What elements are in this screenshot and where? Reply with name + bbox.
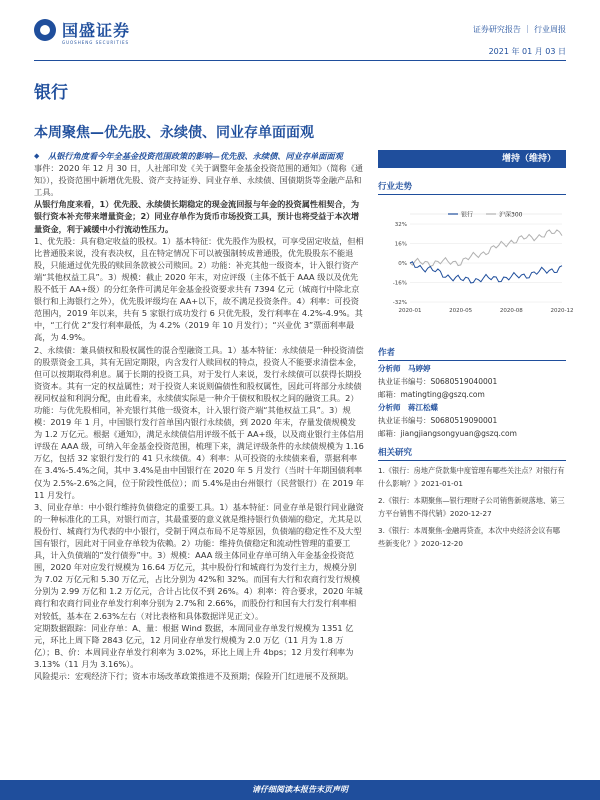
y-tick-label: -16% bbox=[392, 280, 407, 287]
legend-label-bank: 银行 bbox=[461, 211, 474, 219]
footer-disclaimer: 请仔细阅读本报告末页声明 bbox=[0, 780, 600, 800]
event-paragraph: 事件：2020 年 12 月 30 日，人社部印发《关于调整年金基金投资范围的通知》（简称《通知》），投资范围中新增优先股、资产支持证券、同业存单、永续债、国债期货等金融产品和工具。 bbox=[34, 163, 363, 198]
legend bbox=[448, 211, 523, 219]
x-tick-label: 2020-05 bbox=[449, 308, 473, 314]
risk-paragraph: 风险提示：宏观经济下行；资本市场改革政策推进不及预期；保险开门红进展不及预期。 bbox=[34, 671, 354, 682]
related-item[interactable]: 1.《银行：房地产贷款集中度管理有哪些关注点？对银行有什么影响？》2021-01-01 bbox=[378, 466, 565, 488]
trend-divider bbox=[378, 194, 566, 195]
header-divider bbox=[34, 60, 566, 61]
series-line-hs300 bbox=[410, 230, 562, 267]
report-type: 证券研究报告 ｜ 行业周报 bbox=[472, 25, 566, 34]
author-1-email: 邮箱：matingting@gszq.com bbox=[378, 390, 485, 399]
y-tick-label: 0% bbox=[398, 261, 407, 267]
related-research-list bbox=[378, 464, 566, 554]
author-2-cert: 执业证书编号：S0680519090001 bbox=[378, 416, 498, 425]
x-tick-label: 2020-12 bbox=[550, 308, 574, 314]
bank-view-paragraph: 从银行角度来看，1）优先股、永续债长期稳定的现金流回报与年金的投资属性相契合，为银行资本补充带来增量资金；2）同业存单作为货币市场投资工具，预计也将受益于本次增量资金，利于减缓中小行流动性压力。 bbox=[34, 199, 360, 234]
y-tick-label: 32% bbox=[394, 222, 407, 228]
trend-section-title: 行业走势 bbox=[378, 182, 413, 192]
y-tick-label: 16% bbox=[394, 241, 407, 248]
trend-chart bbox=[378, 206, 574, 318]
report-date: 2021 年 01 月 03 日 bbox=[488, 47, 566, 56]
related-item[interactable]: 2.《银行：本期聚焦—银行理财子公司销售新规落地、第三方平台销售不得代销》2020-12-27 bbox=[378, 496, 565, 518]
related-item[interactable]: 3.《银行：本周聚焦-金融再贷查，本次中央经济会议有哪些新变化？》2020-12-20 bbox=[378, 526, 560, 548]
author-info bbox=[378, 362, 517, 440]
summary-bullet: ◆ 从银行角度看今年全基金投资范围政策的影响—优先股、永续债、同业存单面面观 bbox=[34, 150, 364, 162]
brand-name: 国盛证券 bbox=[62, 21, 131, 40]
data-tracking-paragraph: 定期数据跟踪：同业存单：A、量：根据 Wind 数据，本周同业存单发行规模为 1351 亿元，环比上周下降 2843 亿元，12 月同业存单发行规模为 2.0 万亿（11 月为 1.8 万亿）；B、价：本周同业存单发行利率为 3.02%，环比上周上升 4bps；12 月发行利率为 3.13%（11 月为 3.16%）。 bbox=[34, 622, 354, 669]
interbank-cd-paragraph: 3、同业存单：中小银行维持负债稳定的重要工具。1）基本特征：同业存单是银行同业融资的一种标准化的工具，对银行而言，其最重要的意义就是维持银行负债端的稳定，尤其是以股份行、城商行为代表的中小银行，受制于网点布局不足等原因，负债端的稳定性不及大型国有银行，因此对于同业存单较为依赖。2）功能：维持负债稳定和流动性管理的重要工具，计入负债端的“发行债券”中。3）规模：AAA 级主体同业存单可纳入年金基金投资范围，2020 年对应发行规模为 16.64 万亿元，其中股份行和城商行为发行主力，规模分别为 7.02 万亿元和 5.30 万亿元，占比分别为 42%和 32%。而国有大行和农商行发行规模分别为 2.99 万亿和 1.2 万亿元，合计占比仅不到 26%。4）利率：符合要求，2020 年城商行和农商行同业存单发行利率分别为 2.7%和 2.66%，而股份行和国有大行发行利率相对较低，基本在 2.63%左右（对比表格和具体数据详见正文）。 bbox=[34, 501, 364, 621]
author-1-cert: 执业证书编号：S0680519040001 bbox=[378, 377, 498, 386]
report-body bbox=[34, 150, 364, 682]
x-tick-label: 2020-08 bbox=[499, 308, 523, 314]
legend-label-hs300: 沪深300 bbox=[499, 211, 523, 219]
brand-logo bbox=[34, 18, 130, 41]
perpetual-bond-paragraph: 2、永续债：兼具债权和股权属性的混合型融资工具。1）基本特征：永续债是一种投资清偿的股票资金工具，其有无固定期限，内含发行人赎回权的特点，投资人不能要求清偿本金，但可以按期取得利息。属于长期的投资工具，对于发行人来说，发行永续债可以获得长期投资资本。其有一定的权益属性；对于投资人来说则偏债性和股权属性，因此可将部分永续债视同权益和利润分配，由此看来，永续债实际是一种介于债权和股权之间的融资工具。2）功能：与优先股相同，补充银行其他一级资本，计入银行资产端“其他权益工具”。3）规模：2019 年 1 月，中国银行发行首单国内银行永续债，到 2020 年末，存量发债规模发为 1.2 万亿元。根据《通知》，满足永续债信用评级不低于 AA+级，以及商业银行主体信用评级在 AAA 级，可纳入年金基金投资范围，梳理下来，满足评级条件的永续债规模为 1.16 万亿，包括 32 家银行发行的 41 只永续债。4）利率：从可投资的永续债来看，票据利率在 3.4%-5.4%之间，其中 3.4%是由中国银行在 2020 年 5 月发行（当时十年期国债利率仅为 2.5%-2.6%之间，位于阶段性低位）；而 5.4%是由台州银行（民营银行）在 2019 年 11 月发行。 bbox=[34, 344, 364, 500]
brand-sub: GUOSHENG SECURITIES bbox=[62, 40, 130, 45]
x-tick-label: 2020-01 bbox=[398, 308, 422, 314]
preferred-stock-paragraph: 1、优先股：具有稳定收益的股权。1）基本特征：优先股作为股权，可享受固定收益，但相比普通股来说，没有表决权，且在特定情况下可以被强制转成普通股，优先股股东不能退股，只能通过优先股的赎回条款被公司赎回。2）功能：补充其他一级资本，计入银行资产端“其他权益工具”。3）规模：截止 2020 年末，对应评级（主体不低于 AAA 级以及优先股不低于 AA+级）的分红条件可满足年金基金投资要求共有 7394 亿元（城商行中除北京银行和上海银行之外），优先股评级均在 AA+以下，故不满足投资条件。4）利率：可投资范围内，2019 年以来，共有 5 家银行成功发行 6 只优先股，发行利率在 4.2%-4.9%。其中，“工行优 2”发行利率最低，为 4.2%（2019 年 10 月发行）；“兴业优 3”票面利率最高，为 4.9%。 bbox=[34, 235, 364, 343]
author-1-name: 分析师 马婷婷 bbox=[378, 364, 431, 373]
author-section-title: 作者 bbox=[378, 348, 396, 358]
y-tick-label: -32% bbox=[392, 300, 407, 306]
report-title: 本周聚焦—优先股、永续债、同业存单面面观 bbox=[34, 125, 314, 141]
author-2-name: 分析师 蒋江松蝶 bbox=[378, 403, 438, 412]
rating-badge: 增持（维持） bbox=[378, 150, 566, 168]
brand-mark-icon bbox=[34, 19, 56, 41]
report-header bbox=[0, 0, 600, 60]
author-2-email: 邮箱：jiangjiangsongyuan@gszq.com bbox=[378, 429, 517, 438]
related-divider bbox=[378, 460, 566, 461]
author-divider bbox=[378, 360, 566, 361]
related-section-title: 相关研究 bbox=[378, 448, 413, 458]
industry-label: 银行 bbox=[34, 83, 68, 103]
